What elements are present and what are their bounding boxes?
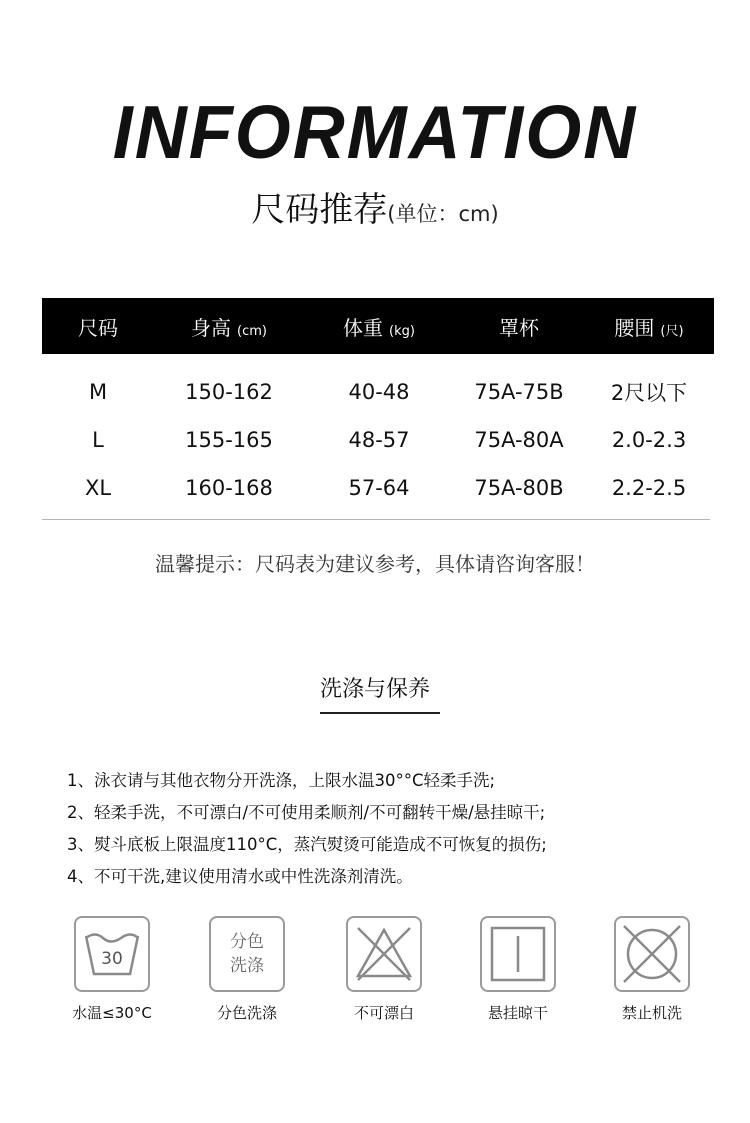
wash-30-icon [74, 916, 150, 992]
care-icon-item [597, 916, 707, 1023]
no-bleach-icon [346, 916, 422, 992]
subtitle [0, 182, 750, 231]
care-icon-item [463, 916, 573, 1023]
table-cell: L [92, 428, 104, 452]
care-icon-label: 水温≤30°C [72, 1004, 152, 1022]
wash-temp-text: 30 [101, 949, 123, 969]
table-row [42, 464, 714, 512]
table-cell: 2.0-2.3 [611, 428, 687, 452]
care-icon-label: 分色洗涤 [216, 1004, 277, 1022]
table-cell: 2.2-2.5 [611, 476, 687, 500]
size-tip: 温馨提示：尺码表为建议参考，具体请咨询客服！ [155, 552, 595, 576]
care-item: 1、泳衣请与其他衣物分开洗涤，上限水温30°°C轻柔手洗; [67, 771, 496, 790]
table-cell: M [88, 380, 108, 404]
table-cell: 75A-75B [474, 380, 564, 404]
table-header-row [42, 298, 714, 354]
table-cell: XL [84, 476, 112, 500]
table-cell: 57-64 [348, 476, 410, 500]
table-row [42, 416, 714, 464]
headline: INFORMATION [112, 91, 638, 175]
care-item: 3、熨斗底板上限温度110°C，蒸汽熨烫可能造成不可恢复的损伤; [67, 835, 547, 854]
header-cup: 罩杯 [454, 298, 584, 354]
care-icon-label: 禁止机洗 [621, 1004, 682, 1022]
care-icon-item [329, 916, 439, 1023]
header-weight: 体重 (kg) [304, 298, 454, 354]
table-cell: 40-48 [348, 380, 410, 404]
header-height-unit: (cm) [237, 323, 267, 339]
line-dry-icon [480, 916, 556, 992]
header-waist-unit: (尺) [660, 323, 684, 339]
care-title-underline [320, 712, 440, 714]
table-cell: 155-165 [185, 428, 273, 452]
table-cell: 2尺以下 [610, 381, 688, 405]
care-icon-label: 不可漂白 [353, 1004, 414, 1022]
table-cell: 75A-80A [474, 428, 564, 452]
separate-wash-icon [209, 916, 285, 992]
table-cell: 48-57 [348, 428, 410, 452]
no-machine-wash-icon [614, 916, 690, 992]
care-item: 4、不可干洗,建议使用清水或中性洗涤剂清洗。 [67, 867, 413, 886]
care-icons [0, 916, 750, 1036]
subtitle-unit: (单位：cm) [387, 202, 499, 226]
table-divider [42, 519, 710, 520]
subtitle-title: 尺码推荐 [251, 190, 388, 230]
table-cell: 160-168 [185, 476, 273, 500]
care-title: 洗涤与保养 [319, 677, 430, 702]
separate-wash-text: 分色 洗涤 [230, 932, 264, 976]
care-instructions [67, 765, 707, 893]
table-cell: 150-162 [185, 380, 273, 404]
care-icon-item [57, 916, 167, 1023]
header-size: 尺码 [42, 298, 154, 354]
care-icon-item [192, 916, 302, 1023]
header-weight-unit: (kg) [389, 323, 415, 339]
header-height: 身高 (cm) [154, 298, 304, 354]
table-row [42, 354, 714, 416]
size-table [42, 298, 714, 512]
care-icon-label: 悬挂晾干 [487, 1004, 548, 1022]
care-item: 2、轻柔手洗，不可漂白/不可使用柔顺剂/不可翻转干燥/悬挂晾干; [67, 803, 546, 822]
table-cell: 75A-80B [474, 476, 564, 500]
header-waist: 腰围 (尺) [584, 298, 714, 354]
